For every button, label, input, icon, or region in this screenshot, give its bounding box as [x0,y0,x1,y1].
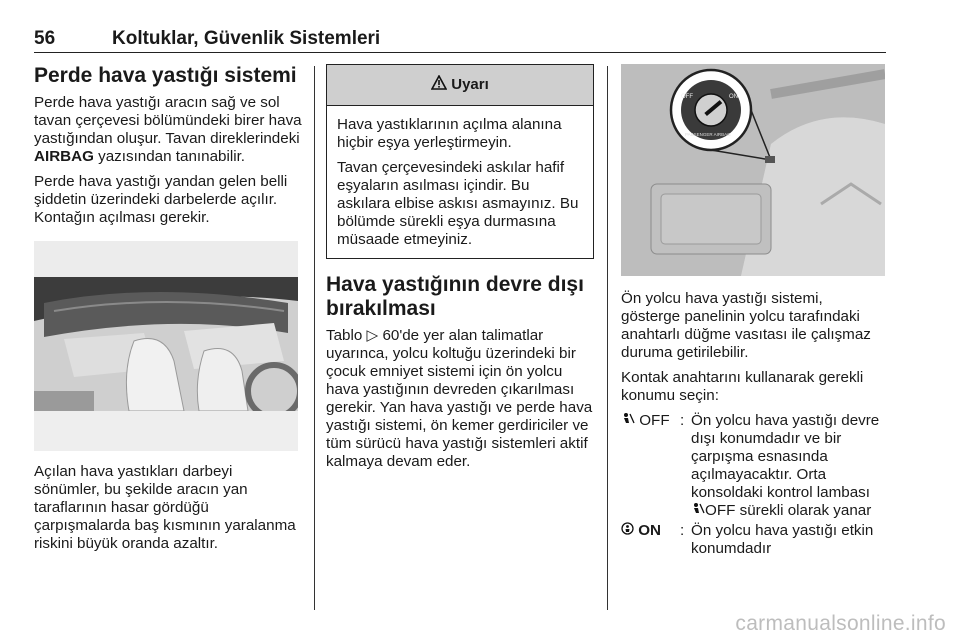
text: Tablo [326,327,367,344]
svg-text:ON: ON [729,94,738,100]
column-2 [326,64,594,478]
car-interior-image [34,241,298,451]
page-reference-link[interactable]: 60'de [378,327,420,344]
chapter-title: Koltuklar, Güvenlik Sistemleri [112,28,381,49]
column-3 [621,64,886,558]
warning-box [326,64,594,259]
text: OFF [639,412,670,429]
column-1 [34,64,302,560]
passenger-airbag-off-icon [691,502,705,519]
svg-text:OFF: OFF [681,94,693,100]
page-number: 56 [34,28,56,49]
paragraph: Ön yolcu hava yastığı sistemi, gösterge panelinin yolcu tarafındaki anahtarlı düğme vasıtası ile çalışmaz duruma getirilebilir. [621,290,871,361]
page-header [34,24,886,53]
text: Ön yolcu hava yastığı devre dışı konumdadır ve bir çarpışma esnasında açılmayacaktır. Orta konsoldaki kontrol lambası [691,412,880,501]
airbag-label: AIRBAG [34,148,94,165]
warning-header [327,65,593,106]
dashboard-panel-image [621,64,885,276]
warning-body [327,106,593,258]
definition-term-off [621,412,680,520]
warning-title: Uyarı [451,76,489,93]
watermark: carmanualsonline.info [735,612,946,635]
definition-row-off [621,412,886,520]
passenger-airbag-on-icon [621,522,638,539]
paragraph [34,94,302,166]
svg-text:PASSENGER AIRBAG: PASSENGER AIRBAG [685,132,731,137]
text: ON [638,522,662,539]
curtain-airbag-illustration [34,241,298,451]
warning-text: Hava yastıklarının açılma alanına hiçbir eşya yerleştirmeyin. [337,116,562,151]
definition-desc-off [691,412,886,520]
figure-caption: Açılan hava yastıkları darbeyi sönümler, bu şekilde aracın yan taraflarının hasar gördüğü çarpışmalarda baş kısmının yaralanma riskini büyük oranda azaltır. [34,463,296,552]
definition-row-on [621,522,886,558]
section-heading-curtain-airbag: Perde hava yastığı sistemi [34,64,297,87]
text: yer alan talimatlar uyarınca, yolcu koltuğu üzerindeki bir çocuk emniyet sistemi için ön yolcu hava yastığının devreden çıkarılması gerekir. Yan hava yastığı ve perde hava yastığı sistemi, ön kemer gerdiriciler ve tüm sürücü hava yastığı sistemleri aktif kalmaya devam eder. [326,327,593,470]
warning-triangle-icon [431,75,447,95]
text: Perde hava yastığı aracın sağ ve sol tavan çerçevesi bölümündeki birer hava yastığından oluşur. Tavan direklerindeki [34,94,302,147]
airbag-switch-illustration [621,64,885,276]
passenger-airbag-off-icon [621,412,639,429]
paragraph: Perde hava yastığı yandan gelen belli şiddetin üzerindeki darbelerde açılır. Kontağın açılması gerekir. [34,173,288,226]
arrow-right-icon: ▷ [366,327,379,344]
definition-desc-on: Ön yolcu hava yastığı etkin konumdadır [691,522,874,557]
warning-text: Tavan çerçevesindeki askılar hafif eşyaların asılması içindir. Bu askılara elbise askısı asmayınız. Bu bölümde sürekli eşya durmasına müsaade etmeyiniz. [337,159,579,248]
definition-term-on [621,522,680,558]
column-divider-2 [607,66,608,610]
column-divider-1 [314,66,315,610]
text: OFF [705,502,736,519]
colon: : [680,522,685,539]
paragraph [326,327,594,471]
text: yazısından tanınabilir. [93,148,246,165]
text: sürekli olarak yanar [735,502,872,519]
paragraph: Kontak anahtarını kullanarak gerekli konumu seçin: [621,369,864,404]
section-heading-deactivation: Hava yastığının devre dışı bırakılması [326,273,584,320]
colon: : [680,412,685,429]
